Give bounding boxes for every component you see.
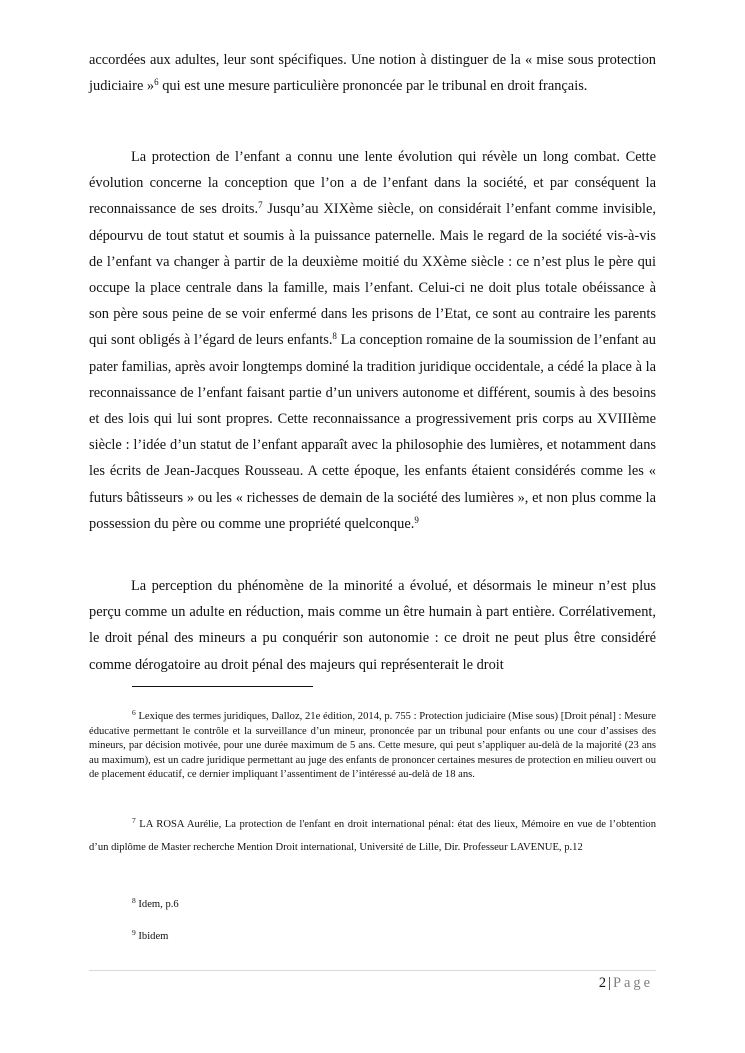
footnote-ref-9[interactable]: 9 <box>414 514 419 525</box>
footnote-9 <box>89 929 656 945</box>
footnote-text: LA ROSA Aurélie, La protection de l'enfant en droit international pénal: état des lieux, Mémoire en vue de l’obtention d’un diplôme de Master recherche Mention Droit international, Université de Lille, Dir. Professeur LAVENUE, p.12 <box>89 819 656 853</box>
footnote-ref-6[interactable]: 6 <box>154 77 159 88</box>
body-paragraph-3 <box>89 573 656 678</box>
footnote-number: 8 <box>132 896 136 905</box>
page-number: 2 <box>598 975 607 991</box>
footnote-separator <box>132 686 313 687</box>
footnote-6 <box>89 710 656 783</box>
footer-separator <box>89 970 656 971</box>
paragraph-text: La perception du phénomène de la minorité a évolué, et désormais le mineur n’est plus perçu comme un adulte en réduction, mais comme un être humain à part entière. Corrélativement, le droit pénal des mineurs a pu conquérir son autonomie : ce droit ne peut plus être considéré comme dérogatoire au droit pénal des majeurs qui représenterait le droit <box>89 578 656 673</box>
body-paragraph-1 <box>89 47 656 99</box>
footnote-8 <box>89 897 656 913</box>
paragraph-text: qui est une mesure particulière prononcée par le tribunal en droit français. <box>158 78 588 95</box>
paragraph-text: accordées aux adultes, leur sont spécifiques. Une notion à distinguer de la « mise sous protection judiciaire » <box>89 52 656 95</box>
paragraph-text: La protection de l’enfant a connu une lente évolution qui révèle un long combat. Cette évolution concerne la conception que l’on a de l’enfant dans la société, et par conséquent la reconnaissance de ses droits. <box>89 149 656 218</box>
body-paragraph-2 <box>89 144 656 537</box>
page-label: Page <box>613 975 653 991</box>
footnote-7 <box>89 814 656 860</box>
footnote-ref-7[interactable]: 7 <box>258 200 263 211</box>
footnote-number: 7 <box>132 816 136 825</box>
paragraph-text: Jusqu’au XIXème siècle, on considérait l’enfant comme invisible, dépourvu de tout statut et soumis à la puissance paternelle. Mais le regard de la société vis-à-vis de l’enfant va changer à partir de la deuxième moitié du XXème siècle : ce n’est plus le père qui occupe la place centrale dans la famille, mais l’enfant. Celui-ci ne doit plus totale obéissance à son père sous peine de se voir enfermé dans les prisons de l’Etat, ce sont au contraire les parents qui sont obligés à l’égard de leurs enfants. <box>89 201 657 349</box>
footnote-text: Idem, p.6 <box>135 899 179 910</box>
page-number-separator: | <box>608 975 612 991</box>
paragraph-text: La conception romaine de la soumission de l’enfant au pater familias, après avoir longtemps dominé la tradition juridique occidentale, a cédé la place à la reconnaissance de l’enfant faisant partie d’un univers autonome et différent, soumis à des besoins et des lois qui lui sont propres. Cette reconnaissance a progressivement pris corps au XVIIIème siècle : l’idée d’un statut de l’enfant apparaît avec la philosophie des lumières, et notamment dans les écrits de Jean-Jacques Rousseau. A cette époque, les enfants étaient considérés comme les « futurs bâtisseurs » ou les « richesses de demain de la société des lumières », et non plus comme la possession du père ou comme une propriété quelconque. <box>89 332 656 532</box>
page-footer <box>599 973 653 993</box>
footnote-text: Ibidem <box>135 931 169 942</box>
footnote-number: 9 <box>132 928 136 937</box>
footnote-number: 6 <box>132 708 136 717</box>
footnote-ref-8[interactable]: 8 <box>332 331 337 342</box>
footnote-text: Lexique des termes juridiques, Dalloz, 21e édition, 2014, p. 755 : Protection judiciaire (Mise sous) [Droit pénal] : Mesure éducative permettant le contrôle et la surveillance d’un mineur, prononcée par un tribunal pour enfants ou une cour d’assises des mineurs, par décision motivée, pour une durée maximum de 5 ans. Cette mesure, qui peut s’appliquer au-delà de la majorité (23 ans au maximum), est un cadre juridique permettant au juge des enfants de prononcer certaines mesures de protection en milieu ouvert ou de placement éducatif, ce dernier impliquant l’assentiment de l’intéressé au-delà de 18 ans. <box>89 711 656 781</box>
